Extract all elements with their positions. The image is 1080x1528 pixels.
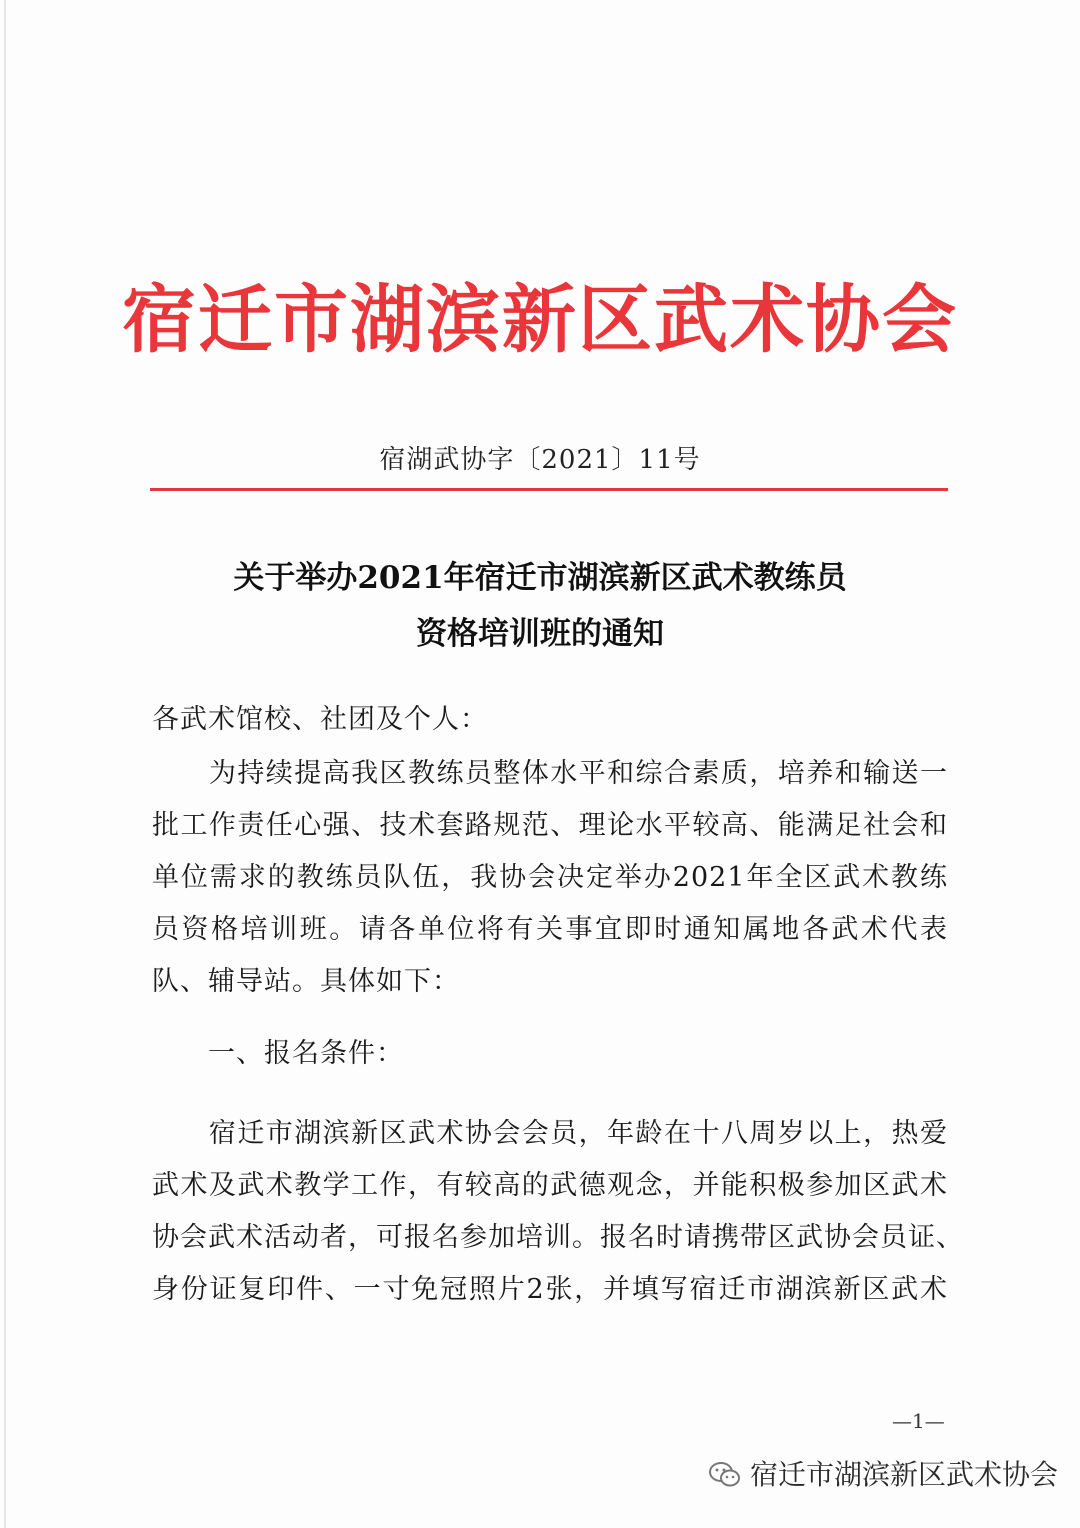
paragraph-line: 宿迁市湖滨新区武术协会会员，年龄在十八周岁以上，热爱: [152, 1118, 948, 1149]
salutation: 各武术馆校、社团及个人：: [152, 704, 488, 735]
paragraph-line: 为持续提高我区教练员整体水平和综合素质，培养和输送一: [152, 758, 948, 789]
paragraph-line: 身份证复印件、一寸免冠照片2张，并填写宿迁市湖滨新区武术: [152, 1274, 948, 1305]
page-number: —1—: [892, 1409, 945, 1433]
paragraph-line: 批工作责任心强、技术套路规范、理论水平较高、能满足社会和: [152, 810, 948, 841]
wechat-icon: [708, 1460, 742, 1490]
document-title-line-2: 资格培训班的通知: [416, 616, 664, 652]
wechat-watermark: [708, 1455, 1058, 1495]
watermark-text: 宿迁市湖滨新区武术协会: [750, 1458, 1059, 1491]
page-edge: [4, 0, 6, 1528]
paragraph-line: 员资格培训班。请各单位将有关事宜即时通知属地各武术代表: [152, 914, 948, 945]
paragraph-line: 单位需求的教练员队伍，我协会决定举办2021年全区武术教练: [152, 862, 948, 893]
intro-paragraph: [152, 748, 948, 1008]
document-number: 宿湖武协字〔2021〕11号: [379, 445, 701, 475]
paragraph-line: 武术及武术教学工作，有较高的武德观念，并能积极参加区武术: [152, 1170, 948, 1201]
document-title-line-1: 关于举办2021年宿迁市湖滨新区武术教练员: [233, 560, 847, 596]
section-heading: 一、报名条件：: [208, 1038, 404, 1069]
section-paragraph: [152, 1108, 964, 1316]
paragraph-line: 协会武术活动者，可报名参加培训。报名时请携带区武协会员证、: [152, 1222, 964, 1253]
paragraph-line: 队、辅导站。具体如下：: [152, 966, 460, 997]
organization-header: 宿迁市湖滨新区武术协会: [122, 277, 958, 363]
red-divider: [150, 488, 948, 491]
